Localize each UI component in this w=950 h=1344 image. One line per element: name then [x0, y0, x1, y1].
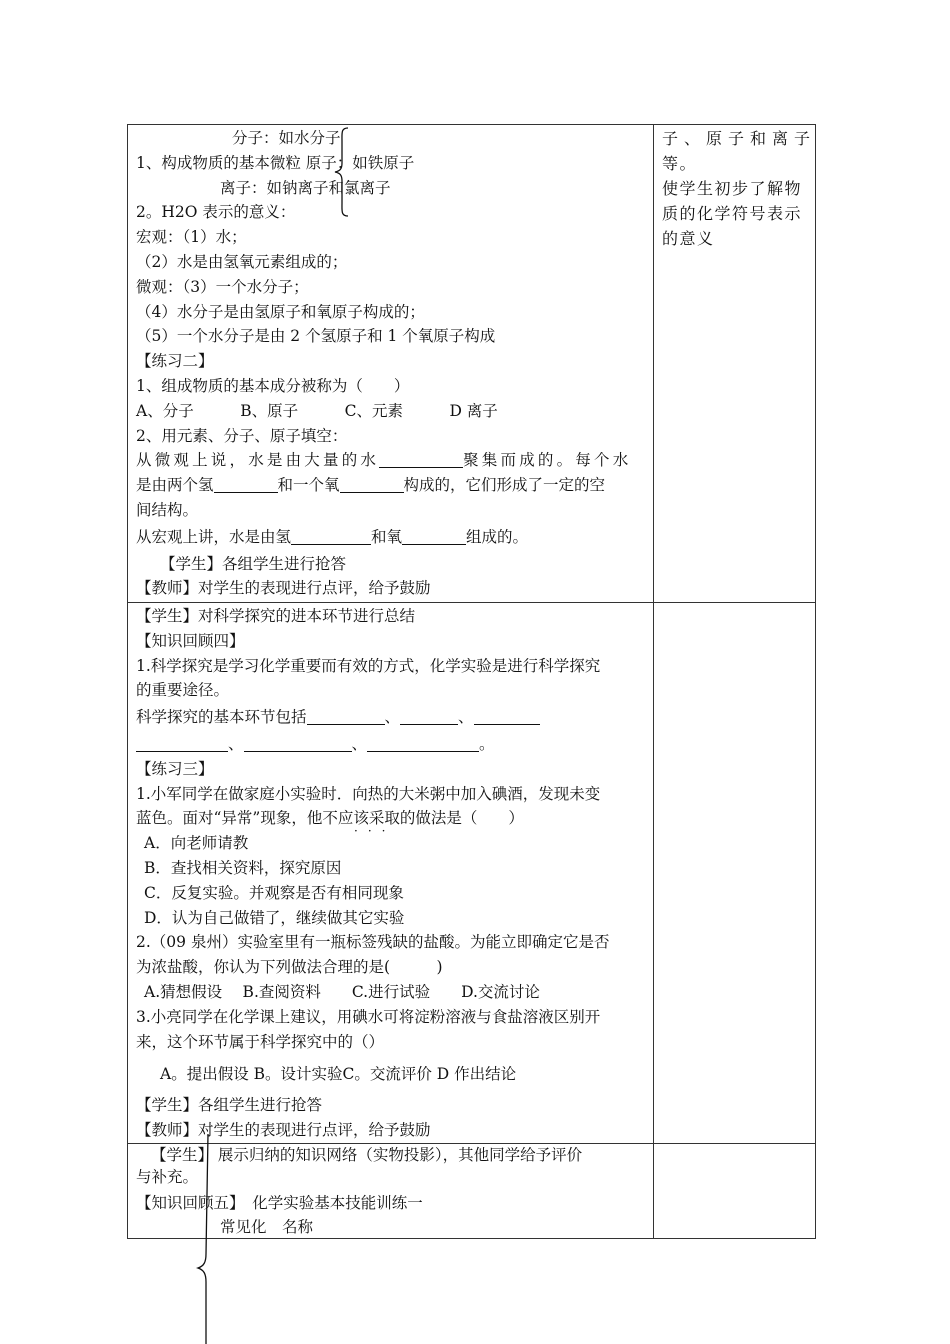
section-heading: 【知识回顾五】 化学实验基本技能训练一: [136, 1193, 423, 1212]
text-line: 2。H2O 表示的意义：: [136, 203, 296, 222]
text-span: 科学探究的基本环节包括: [136, 708, 307, 727]
answer-options: A.猜想假设 B.查阅资料 C.进行试验 D.交流讨论: [144, 982, 540, 1001]
answer-blank[interactable]: [367, 735, 479, 752]
note-cell: [654, 603, 816, 1144]
note-line: 的意义: [662, 229, 715, 248]
answer-blank[interactable]: [136, 735, 228, 752]
text-span: 和一个氧: [277, 476, 340, 495]
answer-blank[interactable]: [402, 528, 466, 545]
answer-blank[interactable]: [244, 735, 352, 752]
teacher-line: 【教师】对学生的表现进行点评，给予鼓励: [136, 579, 431, 598]
text-line: 1、构成物质的基本微粒 原子：如铁原子: [136, 153, 415, 172]
emphasis-dots: ···: [354, 824, 396, 838]
content-cell: [128, 1143, 654, 1238]
answer-options: A。提出假设 B。设计实验C。交流评价 D 作出结论: [160, 1065, 517, 1084]
text-span: 聚集而成的。每个水: [463, 451, 632, 470]
table-row: [128, 603, 816, 1144]
option-c: C．反复实验。并观察是否有相同现象: [144, 883, 404, 902]
fill-blank-line: [136, 525, 645, 550]
answer-options: A、分子 B、原子 C、元素 D 离子: [136, 401, 498, 420]
note-line: 子、原子和离子: [662, 129, 817, 148]
text-span: 从宏观上讲，水是由氢: [136, 527, 292, 546]
fill-blank-line: [136, 473, 645, 498]
option-a: A．向老师请教: [144, 834, 249, 853]
text-line: （4）水分子是由氢原子和氧原子构成的；: [136, 302, 425, 321]
text-line: 1.科学探究是学习化学重要而有效的方式，化学实验是进行科学探究: [136, 656, 601, 675]
student-line: 【学生】各组学生进行抢答: [136, 1096, 323, 1115]
answer-blank[interactable]: [379, 451, 463, 468]
fill-blank-line: [136, 705, 645, 730]
text-line: （2）水是由氢氧元素组成的；: [136, 252, 348, 271]
content-cell: [128, 603, 654, 1144]
question-text: 蓝色。面对“异常”现象，他不应该采取的做法是（ ）: [136, 809, 524, 828]
question-text: 2.（09 泉州）实验室里有一瓶标签残缺的盐酸。为能立即确定它是否: [136, 933, 610, 952]
text-span: 、: [458, 708, 474, 727]
student-line: 【学生】各组学生进行抢答: [160, 554, 347, 573]
note-line: 使学生初步了解物: [662, 179, 803, 198]
teacher-line: 【教师】对学生的表现进行点评，给予鼓励: [136, 1120, 431, 1139]
student-line: 【学生】 展示归纳的知识网络（实物投影），其他同学给予评价: [151, 1145, 583, 1164]
text-line: 微观：（3）一个水分子；: [136, 277, 309, 296]
answer-blank[interactable]: [291, 528, 371, 545]
text-span: 、: [228, 734, 244, 753]
text-line: 常见化 名称: [220, 1217, 314, 1236]
text-span: 和氧: [371, 527, 403, 546]
question-text: 1、组成物质的基本成分被称为（ ）: [136, 376, 410, 395]
text-line: 与补充。: [136, 1167, 199, 1186]
fill-blank-line: [136, 448, 645, 473]
question-text: 3.小亮同学在化学课上建议，用碘水可将淀粉溶液与食盐溶液区别开: [136, 1007, 601, 1026]
text-span: 。: [479, 734, 495, 753]
text-line: 间结构。: [136, 500, 199, 519]
answer-blank[interactable]: [400, 708, 458, 725]
text-span: 是由两个氢: [136, 476, 214, 495]
option-b: B．查找相关资料，探究原因: [144, 858, 342, 877]
lesson-table: [127, 124, 816, 1239]
fill-blank-line: [136, 732, 645, 757]
text-line: 的重要途径。: [136, 681, 230, 700]
note-cell: [654, 125, 816, 603]
answer-blank[interactable]: [214, 476, 278, 493]
text-span: 、: [384, 708, 401, 727]
text-line: （5）一个水分子是由 2 个氢原子和 1 个氧原子构成: [136, 327, 496, 346]
answer-blank[interactable]: [474, 708, 540, 725]
note-line: 等。: [662, 154, 698, 173]
student-line: 【学生】对科学探究的进本环节进行总结: [136, 607, 416, 625]
question-text: 为浓盐酸，你认为下列做法合理的是( ): [136, 958, 443, 977]
text-line: 宏观：（1）水；: [136, 228, 247, 247]
question-text: 2、用元素、分子、原子填空：: [136, 426, 348, 445]
question-text: 来，这个环节属于科学探究中的（）: [136, 1032, 385, 1051]
text-line: 分子：如水分子: [232, 129, 341, 147]
table-row: [128, 125, 816, 603]
answer-blank[interactable]: [307, 708, 385, 725]
text-span: 、: [351, 734, 368, 753]
answer-blank[interactable]: [340, 476, 404, 493]
section-heading: 【练习三】: [136, 759, 214, 778]
question-text: 1.小军同学在做家庭小实验时．向热的大米粥中加入碘酒，发现未变: [136, 784, 601, 803]
text-line: 离子：如钠离子和氯离子: [220, 178, 391, 197]
section-heading: 【知识回顾四】: [136, 631, 245, 650]
text-span: 构成的，它们形成了一定的空: [403, 476, 606, 495]
table-row: [128, 1143, 816, 1238]
note-cell: [654, 1143, 816, 1238]
text-span: 组成的。: [466, 527, 529, 546]
option-d: D．认为自己做错了，继续做其它实验: [144, 908, 405, 927]
section-heading: 【练习二】: [136, 352, 214, 371]
text-span: 从微观上说，水是由大量的水: [136, 451, 380, 470]
content-cell: [128, 125, 654, 603]
note-line: 质的化学符号表示: [662, 204, 803, 223]
